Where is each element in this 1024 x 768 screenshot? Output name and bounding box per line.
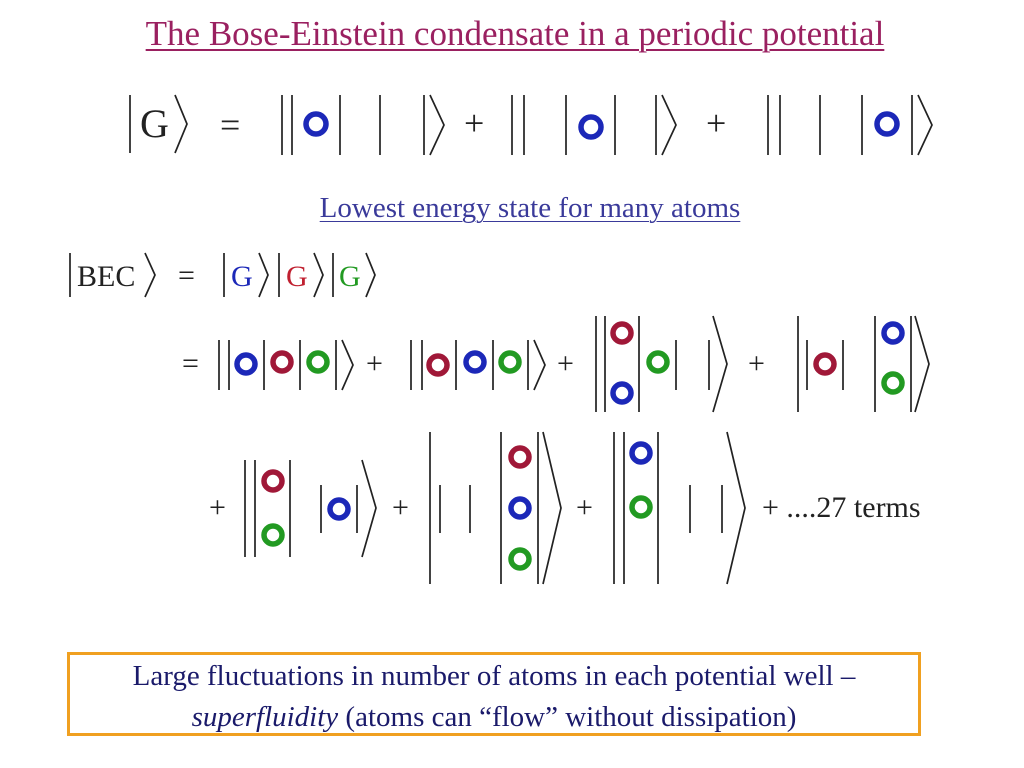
ket-angle xyxy=(713,316,727,412)
callout-line-1: Large fluctuations in number of atoms in each potential well – xyxy=(132,660,856,692)
slide-title: The Bose-Einstein condensate in a periodic potential xyxy=(145,14,885,53)
atom-green xyxy=(632,498,650,516)
ket-angle xyxy=(145,253,155,297)
ket-angle xyxy=(543,432,561,584)
plus-sign: + xyxy=(392,491,409,524)
bec-expansion-row-1 xyxy=(182,316,929,412)
bec-product-equation xyxy=(70,253,375,297)
equals-sign: = xyxy=(220,105,241,145)
atom-red xyxy=(816,355,834,373)
plus-sign: + xyxy=(557,347,574,380)
atom-blue xyxy=(511,499,529,517)
plus-sign: + xyxy=(464,103,485,143)
atom-blue xyxy=(330,500,348,518)
atom-red xyxy=(429,356,447,374)
atom-green xyxy=(649,353,667,371)
atom-green xyxy=(309,353,327,371)
atom-blue xyxy=(466,353,484,371)
equals-sign: = xyxy=(178,259,195,292)
ket-angle xyxy=(175,95,187,153)
plus-sign: + xyxy=(209,491,226,524)
callout-emphasis: superfluidity xyxy=(191,701,339,733)
atom-green xyxy=(264,526,282,544)
plus-sign: + xyxy=(706,103,727,143)
atom-blue xyxy=(237,355,255,373)
equals-sign: = xyxy=(182,347,199,380)
atom-green xyxy=(511,550,529,568)
atom-blue xyxy=(632,444,650,462)
atom-red xyxy=(264,472,282,490)
slide-subtitle: Lowest energy state for many atoms xyxy=(319,192,741,224)
ket-angle xyxy=(342,340,353,390)
ket-angle xyxy=(362,460,376,557)
ket-angle xyxy=(259,253,268,297)
superfluidity-callout-box xyxy=(67,652,921,736)
atom-blue xyxy=(613,384,631,402)
atom-blue xyxy=(306,114,326,134)
BEC-symbol: BEC xyxy=(77,260,136,293)
ket-angle xyxy=(662,95,676,155)
plus-sign: + xyxy=(366,347,383,380)
atom-red xyxy=(511,448,529,466)
G-green-symbol: G xyxy=(339,260,361,293)
ket-angle xyxy=(727,432,745,584)
G-red-symbol: G xyxy=(286,260,308,293)
callout-line-2-rest: (atoms can “flow” without dissipation) xyxy=(338,701,797,733)
bec-expansion-row-2 xyxy=(209,432,921,584)
G-symbol: G xyxy=(140,101,169,146)
ket-angle xyxy=(534,340,545,390)
ket-angle xyxy=(918,95,932,155)
atom-blue xyxy=(877,114,897,134)
atom-red xyxy=(273,353,291,371)
more-terms-label: + ....27 terms xyxy=(762,491,921,524)
G-blue-symbol: G xyxy=(231,260,253,293)
ket-angle xyxy=(430,95,444,155)
atom-blue xyxy=(581,117,601,137)
plus-sign: + xyxy=(748,347,765,380)
ground-state-equation xyxy=(130,95,932,155)
atom-blue xyxy=(884,324,902,342)
ket-angle xyxy=(366,253,375,297)
ket-angle xyxy=(314,253,323,297)
atom-red xyxy=(613,324,631,342)
plus-sign: + xyxy=(576,491,593,524)
ket-angle xyxy=(915,316,929,412)
callout-line-2 xyxy=(70,697,918,738)
atom-green xyxy=(501,353,519,371)
atom-green xyxy=(884,374,902,392)
